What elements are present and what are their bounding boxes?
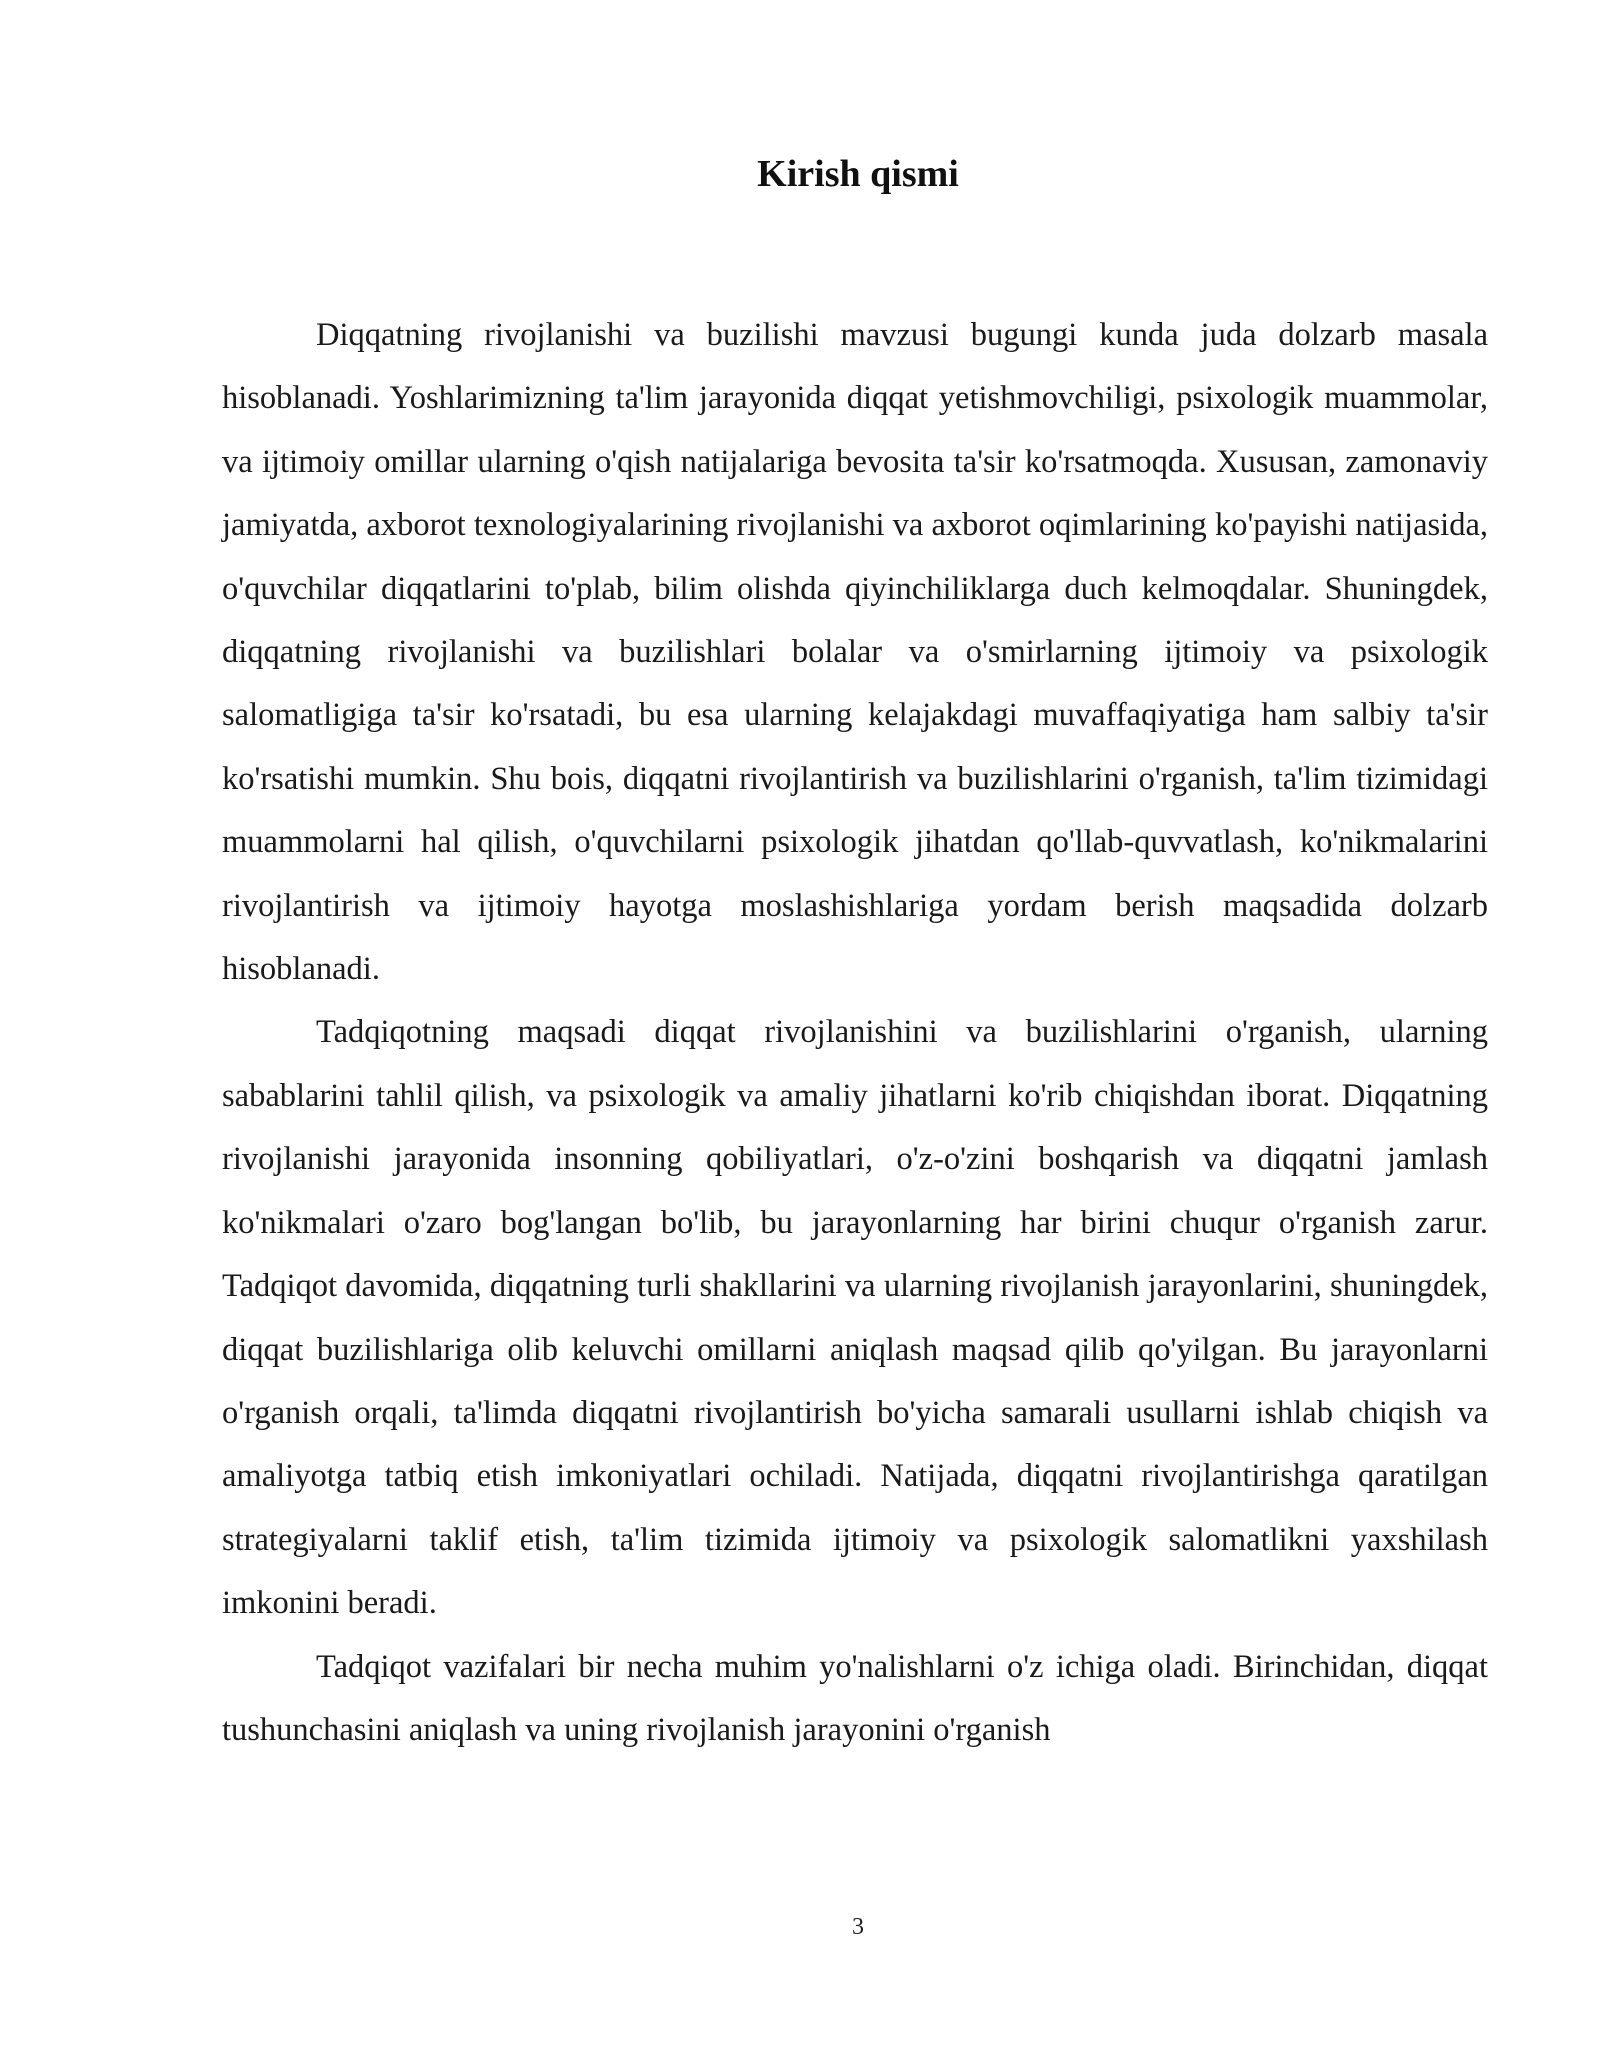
page-title: Kirish qismi bbox=[757, 153, 959, 195]
paragraph-research-goal: Tadqiqotning maqsadi diqqat rivojlanishini va buzilishlarini o'rganish, ularning sabablarini tahlil qilish, va psixologik va amaliy jihatlarni ko'rib chiqishdan iborat. Diqqatning rivojlanishi jarayonida insonning qobiliyatlari, o'z-o'zini boshqarish va diqqatni jamlash ko'nikmalari o'zaro bog'langan bo'lib, bu jarayonlarning har birini chuqur o'rganish zarur. Tadqiqot davomida, diqqatning turli shakllarini va ularning rivojlanish jarayonlarini, shuningdek, diqqat buzilishlariga olib keluvchi omillarni aniqlash maqsad qilib qo'yilgan. Bu jarayonlarni o'rganish orqali, ta'limda diqqatni rivojlantirish bo'yicha samarali usullarni ishlab chiqish va amaliyotga tatbiq etish imkoniyatlari ochiladi. Natijada, diqqatni rivojlantirishga qaratilgan strategiyalarni taklif etish, ta'lim tizimida ijtimoiy va psixologik salomatlikni yaxshilash imkonini beradi. bbox=[222, 1014, 1488, 1622]
paragraph-relevance: Diqqatning rivojlanishi va buzilishi mavzusi bugungi kunda juda dolzarb masala hisoblanadi. Yoshlarimizning ta'lim jarayonida diqqat yetishmovchiligi, psixologik muammolar, va ijtimoiy omillar ularning o'qish natijalariga bevosita ta'sir ko'rsatmoqda. Xususan, zamonaviy jamiyatda, axborot texnologiyalarining rivojlanishi va axborot oqimlarining ko'payishi natijasida, o'quvchilar diqqatlarini to'plab, bilim olishda qiyinchiliklarga duch kelmoqdalar. Shuningdek, diqqatning rivojlanishi va buzilishlari bolalar va o'smirlarning ijtimoiy va psixologik salomatligiga ta'sir ko'rsatadi, bu esa ularning kelajakdagi muvaffaqiyatiga ham salbiy ta'sir ko'rsatishi mumkin. Shu bois, diqqatni rivojlantirish va buzilishlarini o'rganish, ta'lim tizimidagi muammolarni hal qilish, o'quvchilarni psixologik jihatdan qo'llab-quvvatlash, ko'nikmalarini rivojlantirish va ijtimoiy hayotga moslashishlariga yordam berish maqsadida dolzarb hisoblanadi. bbox=[222, 317, 1488, 988]
paragraph-research-tasks: Tadqiqot vazifalari bir necha muhim yo'nalishlarni o'z ichiga oladi. Birinchidan, diqqat tushunchasini aniqlash va uning rivojlanish jarayonini o'rganish bbox=[222, 1648, 1488, 1748]
body-text bbox=[222, 304, 1488, 1762]
page-number: 3 bbox=[852, 1914, 864, 1940]
